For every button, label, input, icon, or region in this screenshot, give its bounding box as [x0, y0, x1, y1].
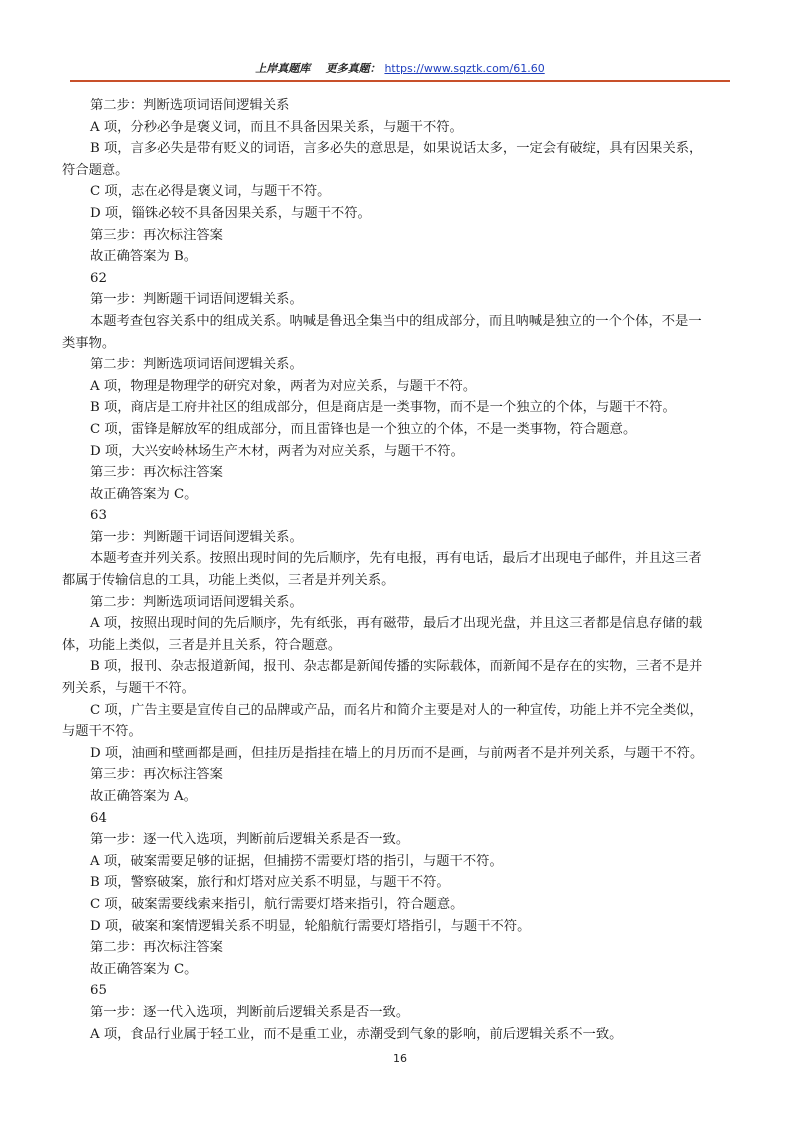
- header-label-brand: 上岸真题库: [255, 62, 311, 75]
- text-line: 62: [90, 270, 107, 286]
- text-line: 第二步：判断选项词语间逻辑关系: [90, 98, 290, 113]
- text-line: 故正确答案为 A。: [90, 789, 197, 804]
- text-line: 第一步：逐一代入选项，判断前后逻辑关系是否一致。: [90, 832, 410, 848]
- text-line: 63: [90, 508, 107, 524]
- text-line: 体，功能上类似，三者是并且关系，符合题意。: [62, 637, 342, 653]
- text-line: D 项，大兴安岭林场生产木材，两者为对应关系，与题干不符。: [90, 443, 464, 459]
- page-header: [70, 60, 730, 78]
- text-line: B 项，言多必失是带有贬义的词语，言多必失的意思是，如果说话太多，一定会有破绽，具有因果关系，: [90, 141, 703, 157]
- text-line: 故正确答案为 B。: [90, 249, 198, 265]
- text-line: 第一步：判断题干词语间逻辑关系。: [90, 292, 303, 308]
- text-line: D 项，破案和案情逻辑关系不明显，轮船航行需要灯塔指引，与题干不符。: [90, 918, 531, 934]
- text-line: 第三步：再次标注答案: [90, 767, 223, 783]
- text-line: 第一步：判断题干词语间逻辑关系。: [90, 529, 303, 545]
- text-line: 都属于传输信息的工具，功能上类似，三者是并列关系。: [62, 573, 395, 589]
- text-line: 第三步：再次标注答案: [90, 227, 223, 243]
- text-line: B 项，商店是工府井社区的组成部分，但是商店是一类事物，而不是一个独立的个体，与题干不符。: [90, 400, 676, 416]
- page-number: 16: [393, 1052, 407, 1065]
- text-line: 第二步：判断选项词语间逻辑关系。: [90, 594, 303, 610]
- text-line: 故正确答案为 C。: [90, 961, 198, 977]
- text-line: 第二步：再次标注答案: [90, 940, 223, 956]
- text-line: 故正确答案为 C。: [90, 486, 198, 502]
- text-line: A 项，食品行业属于轻工业，而不是重工业，赤潮受到气象的影响，前后逻辑关系不一致。: [90, 1026, 623, 1042]
- text-line: 65: [90, 983, 107, 999]
- text-line: C 项，志在必得是褒义词，与题干不符。: [90, 184, 331, 200]
- text-line: 与题干不符。: [62, 724, 142, 740]
- document-body: [62, 95, 745, 1045]
- text-line: A 项，按照出现时间的先后顺序，先有纸张，再有磁带，最后才出现光盘，并且这三者都是信息存储的载: [90, 616, 703, 632]
- text-line: 64: [90, 810, 107, 826]
- text-line: A 项，物理是物理学的研究对象，两者为对应关系，与题干不符。: [90, 378, 477, 394]
- text-line: 本题考查并列关系。按照出现时间的先后顺序，先有电报，再有电话，最后才出现电子邮件，并且这三者: [90, 551, 702, 567]
- text-line: A 项，分秒必争是褒义词，而且不具备因果关系，与题干不符。: [90, 119, 463, 135]
- text-line: 本题考查包容关系中的组成关系。呐喊是鲁迅全集当中的组成部分，而且呐喊是独立的一个个体，不是一: [90, 313, 702, 329]
- text-line: 列关系，与题干不符。: [62, 681, 195, 697]
- text-line: C 项，雷锋是解放军的组成部分，而且雷锋也是一个独立的个体，不是一类事物，符合题意。: [90, 421, 637, 437]
- header-divider: [70, 80, 730, 82]
- text-line: 符合题意。: [62, 162, 129, 178]
- text-line: B 项，警察破案，旅行和灯塔对应关系不明显，与题干不符。: [90, 875, 450, 891]
- text-line: A 项，破案需要足够的证据，但捕捞不需要灯塔的指引，与题干不符。: [90, 853, 503, 869]
- text-line: 第二步：判断选项词语间逻辑关系。: [90, 357, 303, 373]
- text-line: 第三步：再次标注答案: [90, 465, 223, 481]
- text-line: B 项，报刊、杂志报道新闻，报刊、杂志都是新闻传播的实际载体，而新闻不是存在的实物，三者不是并: [90, 659, 703, 675]
- text-line: 第一步：逐一代入选项，判断前后逻辑关系是否一致。: [90, 1004, 410, 1020]
- text-line: D 项，锱铢必较不具备因果关系，与题干不符。: [90, 205, 371, 221]
- text-line: C 项，广告主要是宣传自己的品牌或产品，而名片和简介主要是对人的一种宣传，功能上并不完全类似，: [90, 702, 703, 718]
- header-label-more: 更多真题：: [325, 62, 381, 75]
- text-line: C 项，破案需要线索来指引，航行需要灯塔来指引，符合题意。: [90, 896, 464, 912]
- text-line: 类事物。: [62, 335, 116, 351]
- text-line: D 项，油画和壁画都是画，但挂历是指挂在墙上的月历而不是画，与前两者不是并列关系，与题干不符。: [90, 745, 704, 761]
- header-link[interactable]: https://www.sqztk.com/61.60: [384, 62, 545, 75]
